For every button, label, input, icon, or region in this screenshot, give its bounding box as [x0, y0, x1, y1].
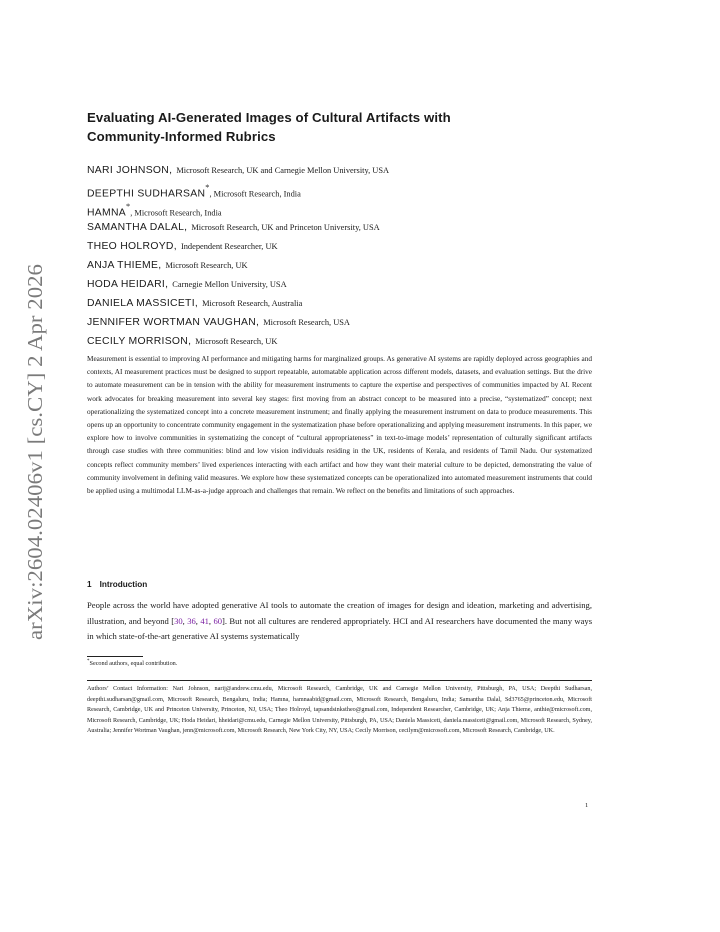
author-affiliation: Microsoft Research, UK	[195, 337, 278, 346]
intro-text: ]. But not all cultures are rendered appropriately. HCI and AI researchers have documented the many ways in which state-of-the-art generative AI systems systematically	[87, 615, 593, 641]
citation-link[interactable]: 30	[174, 615, 183, 626]
contact-information: Authors’ Contact Information: Nari Johnson, narij@andrew.cmu.edu, Microsoft Research, Cambridge, UK and Carnegie Mellon University, Pittsburgh, PA, USA; Deepthi Sudharsan, deepthi.sudharsan@gmail.com, Microsoft Research, Bengaluru, India; Hamna, hamnaabid@gmail.com, Microsoft Research, Bengaluru, India; Samantha Dalal, Sd3765@princeton.edu, Microsoft Research, Cambridge, UK and Princeton University, Princeton, NJ, USA; Theo Holroyd, tapsandsinkstheo@gmail.com, Independent Researcher, Cambridge, UK; Anja Thieme, anthie@microsoft.com, Microsoft Research, Cambridge, UK; Hoda Heidari, hheidari@cmu.edu, Carnegie Mellon University, Pittsburgh, PA, USA; Daniela Massiceti, daniela.massiceti@gmail.com, Microsoft Research, Sydney, Australia; Jennifer Wortman Vaughan, jenn@microsoft.com, Microsoft Research, New York City, NY, USA; Cecily Morrison, cecilym@microsoft.com, Microsoft Research, Cambridge, UK.	[87, 686, 592, 735]
author-item	[87, 254, 592, 273]
paper-title	[87, 108, 592, 146]
author-mark: *	[205, 183, 210, 192]
author-item	[87, 292, 592, 311]
footnote-mark: *	[87, 659, 90, 664]
author-name: NARI JOHNSON,	[87, 165, 173, 176]
citation-link[interactable]: 60	[213, 615, 223, 626]
author-name: HAMNA	[87, 207, 127, 219]
author-affiliation: Microsoft Research, USA	[263, 318, 350, 327]
section-number: 1	[87, 580, 92, 589]
footnote	[87, 659, 177, 667]
intro-text: People across the world have adopted generative AI tools to automate the creation of images for design and ideation, marketing and advertising, illustration, and beyond [	[87, 600, 592, 626]
author-list	[87, 159, 592, 349]
author-affiliation: Microsoft Research, India	[134, 208, 222, 218]
author-name: DEEPTHI SUDHARSAN	[87, 188, 206, 200]
author-item	[87, 330, 592, 349]
author-name: THEO HOLROYD,	[87, 241, 177, 252]
section-title: Introduction	[99, 580, 148, 589]
title-line-1: Evaluating AI-Generated Images of Cultural Artifacts with	[87, 110, 451, 125]
author-item: HAMNA*, Microsoft Research, India	[87, 202, 222, 219]
arxiv-stamp	[16, 262, 52, 642]
author-item	[87, 216, 592, 235]
intro-paragraph: People across the world have adopted generative AI tools to automate the creation of images for design and ideation, marketing and advertising, illustration, and beyond [30, 36, 41, 60]. But not all cultures are rendered appropriately. HCI and AI researchers have documented the many ways in which state-of-the-art generative AI systems systematically	[87, 600, 593, 641]
title-line-2: Community-Informed Rubrics	[87, 129, 276, 144]
author-name: CECILY MORRISON,	[87, 336, 192, 347]
author-name: DANIELA MASSICETI,	[87, 298, 199, 309]
arxiv-stamp-text: arXiv:2604.02406v1 [cs.CY] 2 Apr 2026	[23, 286, 47, 640]
author-mark: *	[126, 202, 131, 211]
author-affiliation: Microsoft Research, UK and Carnegie Mellon University, USA	[176, 166, 390, 175]
author-affiliation: Microsoft Research, India	[213, 189, 301, 199]
contact-rule	[87, 680, 592, 681]
section-heading	[87, 580, 147, 589]
author-affiliation: Independent Researcher, UK	[180, 242, 278, 251]
author-name: ANJA THIEME,	[87, 260, 162, 271]
author-name: JENNIFER WORTMAN VAUGHAN,	[87, 317, 260, 328]
citation-link[interactable]: 36	[187, 615, 196, 626]
abstract-text: Measurement is essential to improving AI performance and mitigating harms for marginalized groups. As generative AI systems are rapidly deployed across geographies and contexts, AI measurement practices must be designed to support repeatable, automatable application across different models, datasets, and evaluation settings. But the drive to automate measurement can be in tension with the ability for measurement instruments to capture the expertise and perspectives of communities impacted by AI. Recent work advocates for breaking measurement into several key stages: first moving from an abstract concept to be measured into a precise, “systematized” concept; next operationalizing the systematized concept into a concrete measurement instrument; and finally applying the measurement instrument on data to produce measurements. This opens up an opportunity to concentrate community engagement in the systematization phase before operationalizing and applying measurement instruments. In this paper, we explore how to involve communities in systematizing the concept of “cultural appropriateness” in text-to-image models’ representation of culturally significant artifacts through case studies with three communities: blind and low vision individuals residing in the UK, residents of Kerala, and residents of Tamil Nadu. Our systematized concepts reflect community members’ lived experiences interacting with each artifact and how they want their material culture to be depicted, demonstrating the value of community involvement in defining valid measures. We explore how these systematized concepts can be operationalized into automated measurement instruments that could be applied using a multimodal LLM-as-a-judge approach and challenges that remain. We reflect on the benefits and limitations of such approaches.	[87, 355, 592, 496]
author-affiliation: Carnegie Mellon University, USA	[172, 280, 287, 289]
footnote-rule	[87, 656, 143, 657]
author-item: DEEPTHI SUDHARSAN*, Microsoft Research, India	[87, 183, 301, 200]
author-name: SAMANTHA DALAL,	[87, 222, 188, 233]
citation-link[interactable]: 41	[200, 615, 209, 626]
page-number: 1	[585, 802, 589, 809]
author-item	[87, 273, 592, 292]
footnote-text: Second authors, equal contribution.	[89, 660, 178, 668]
author-item	[87, 311, 592, 330]
author-item	[87, 235, 592, 254]
author-affiliation: Microsoft Research, Australia	[202, 299, 303, 308]
author-affiliation: Microsoft Research, UK and Princeton University, USA	[191, 223, 380, 232]
author-name: HODA HEIDARI,	[87, 279, 169, 290]
author-item	[87, 159, 592, 178]
author-affiliation: Microsoft Research, UK	[165, 261, 248, 270]
